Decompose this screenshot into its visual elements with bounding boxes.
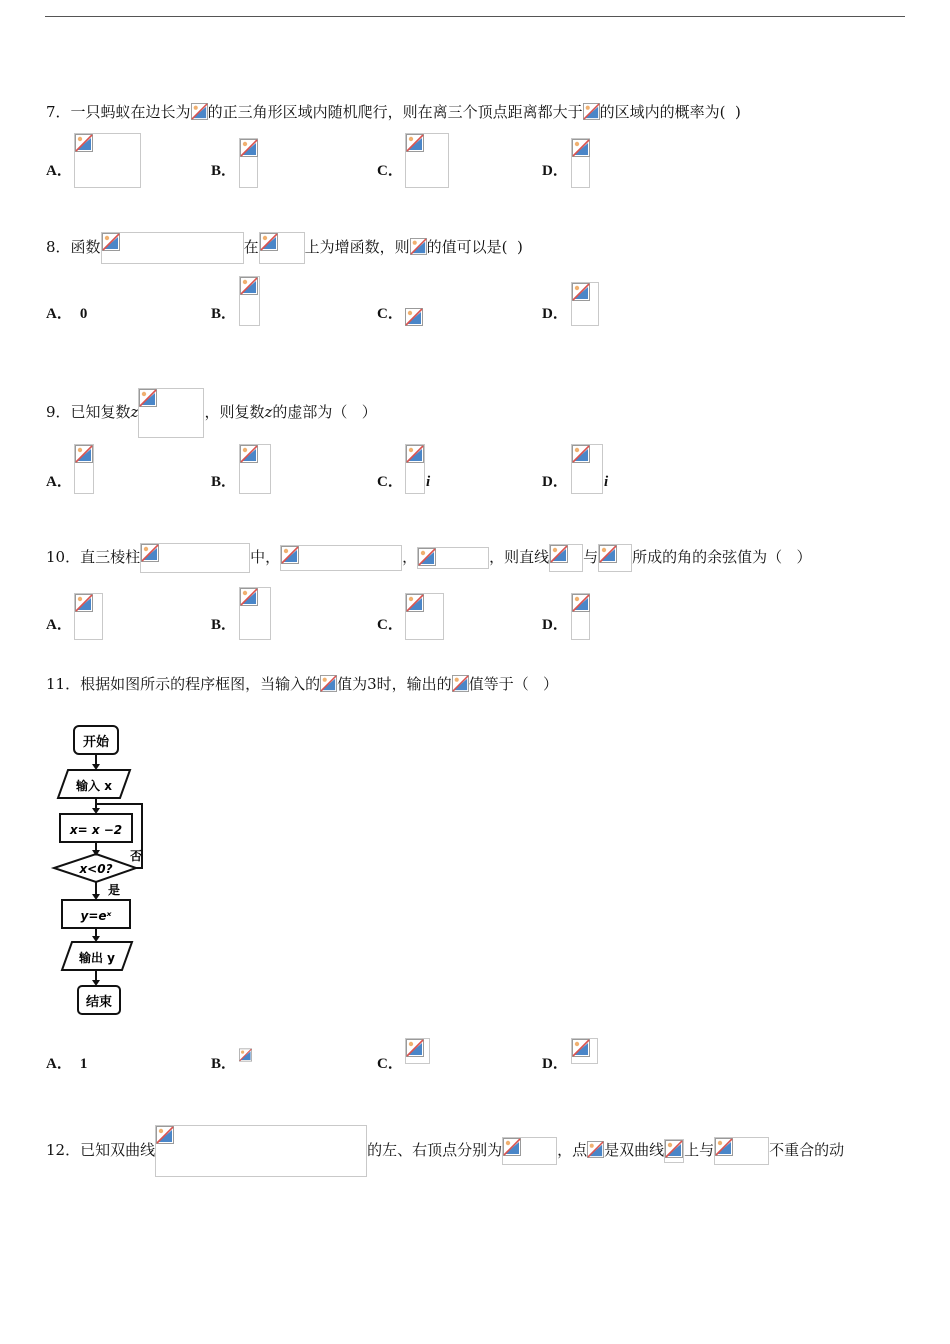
formula-image <box>280 545 402 571</box>
option-a-image <box>74 444 94 494</box>
option-a-label: A． <box>46 163 72 179</box>
formula-image <box>140 543 250 573</box>
formula-image <box>155 1125 367 1177</box>
option-b-image <box>239 1048 252 1064</box>
option-a-image <box>74 593 103 640</box>
flowchart-compute-text: y=eˣ <box>80 909 112 923</box>
option-b-image <box>239 587 271 640</box>
formula-image <box>714 1137 769 1165</box>
option-c-label: C． <box>377 163 403 179</box>
option-b-label: B． <box>211 163 237 179</box>
option-d-image <box>571 282 599 326</box>
option-d-suffix: i <box>604 474 609 490</box>
option-c-label: C． <box>377 474 403 490</box>
option-c-image <box>405 133 449 188</box>
option-c-label: C． <box>377 617 403 633</box>
option-b-label: B． <box>211 474 237 490</box>
option-b-label: B． <box>211 1056 237 1072</box>
flowchart-yes-label: 是 <box>108 883 121 897</box>
formula-image <box>502 1137 557 1165</box>
flowchart-start-text: 开始 <box>82 735 110 750</box>
option-d-label: D． <box>542 474 568 490</box>
formula-image <box>320 675 337 695</box>
formula-image <box>259 232 305 264</box>
option-d-image <box>571 444 603 494</box>
formula-image <box>587 1141 604 1161</box>
option-b-label: B． <box>211 306 237 322</box>
option-c-image <box>405 1038 430 1064</box>
flowchart-condition-text: x<0? <box>79 862 113 876</box>
option-d-label: D． <box>542 306 568 322</box>
option-a-label: A． <box>46 474 72 490</box>
option-b-image <box>239 444 271 494</box>
option-d-label: D． <box>542 163 568 179</box>
flowchart-input-text: 输入 x <box>76 779 112 793</box>
formula-image <box>417 547 489 569</box>
option-d-label: D． <box>542 1056 568 1072</box>
option-d-label: D． <box>542 617 568 633</box>
option-c-image <box>405 593 444 640</box>
option-a-label: A． 1 <box>46 1056 88 1072</box>
formula-image <box>452 675 469 695</box>
formula-image <box>549 544 583 572</box>
option-b-image <box>239 276 260 326</box>
header-rule <box>45 16 905 17</box>
option-b-image <box>239 138 258 188</box>
option-d-image <box>571 138 590 188</box>
formula-image <box>598 544 632 572</box>
option-a-label: A． 0 <box>46 306 88 322</box>
option-b-label: B． <box>211 617 237 633</box>
option-d-image <box>571 593 590 640</box>
formula-image <box>191 103 208 123</box>
formula-image <box>583 103 600 123</box>
option-a-label: A． <box>46 617 72 633</box>
question-12: 12．已知双曲线 的左、右顶点分别为 ，点 是双曲线 上与 不重合的动 <box>46 1125 844 1177</box>
option-a-image <box>74 133 141 188</box>
option-c-label: C． <box>377 1056 403 1072</box>
flowchart-assign-text: x= x −2 <box>69 823 123 837</box>
option-c-label: C． <box>377 306 403 322</box>
question-11: 11．根据如图所示的程序框图，当输入的 值为3时，输出的 值等于（ ） <box>46 675 559 693</box>
question-8: 8．函数 在 上为增函数，则 的值可以是( ) <box>46 232 523 264</box>
question-10: 10．直三棱柱 中， ， ，则直线 与 所成的角的余弦值为（ ） <box>46 543 812 573</box>
formula-image <box>138 388 204 438</box>
flowchart <box>46 718 156 1023</box>
question-7: 7．一只蚂蚁在边长为 的正三角形区域内随机爬行，则在离三个顶点距离都大于 的区域内的概率为( ) <box>46 103 741 121</box>
question-9: 9．已知复数z ，则复数z的虚部为（ ） <box>46 388 377 438</box>
option-d-image <box>571 1038 598 1064</box>
flowchart-end-text: 结束 <box>85 995 113 1010</box>
formula-image <box>410 238 427 258</box>
option-c-image <box>405 444 425 494</box>
option-c-suffix: i <box>426 474 431 490</box>
option-c-image <box>405 308 424 326</box>
flowchart-output-text: 输出 y <box>78 951 116 965</box>
formula-image <box>101 232 244 264</box>
flowchart-no-label: 否 <box>129 849 143 863</box>
formula-image <box>664 1139 684 1163</box>
